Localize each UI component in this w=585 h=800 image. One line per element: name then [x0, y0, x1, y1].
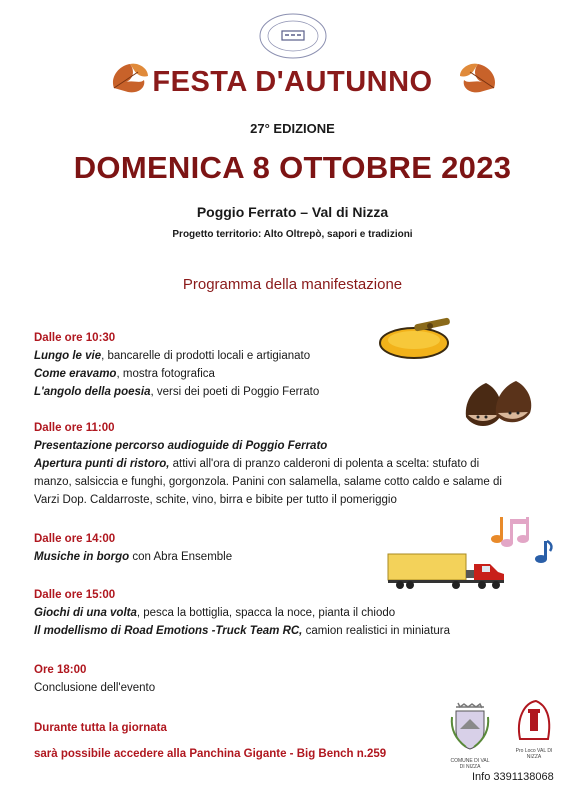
- edition-label: 27° EDIZIONE: [250, 121, 335, 136]
- project-subtitle: Progetto territorio: Alto Oltrepò, sapori e tradizioni: [172, 229, 413, 240]
- event-date: DOMENICA 8 OTTOBRE 2023: [73, 150, 512, 185]
- program-section-1800: [34, 661, 554, 697]
- event-title: FESTA D'AUTUNNO: [152, 66, 433, 98]
- association-seal: [258, 12, 328, 60]
- program-line: Presentazione percorso audioguide di Poggio Ferrato: [34, 440, 328, 452]
- polenta-board-icon: [378, 313, 458, 368]
- section-time: Dalle ore 10:30: [34, 332, 116, 344]
- program-line: Giochi di una volta, pesca la bottiglia, spacca la noce, pianta il chiodo: [34, 607, 396, 619]
- section-time: Dalle ore 15:00: [34, 589, 116, 601]
- program-line: Lungo le vie, bancarelle di prodotti locali e artigianato: [34, 350, 311, 362]
- program-line: Musiche in borgo con Abra Ensemble: [34, 551, 233, 563]
- program-line: Varzi Dop. Caldarroste, schite, vino, birra e bibite per tutto il pomeriggio: [34, 494, 397, 506]
- program-line: Come eravamo, mostra fotografica: [34, 368, 215, 380]
- section-time: Dalle ore 11:00: [34, 422, 115, 434]
- proloco-label: Pro Loco VAL DI NIZZA: [515, 748, 553, 760]
- section-time: Dalle ore 14:00: [34, 533, 116, 545]
- truck-icon: [386, 550, 510, 597]
- info-phone: Info 3391138068: [472, 771, 554, 783]
- big-bench-note: sarà possibile accedere alla Panchina Gigante - Big Bench n.259: [34, 748, 387, 760]
- event-place: Poggio Ferrato – Val di Nizza: [196, 204, 389, 220]
- program-line: Conclusione dell'evento: [34, 682, 156, 694]
- all-day-heading: Durante tutta la giornata: [34, 722, 167, 734]
- comune-label: COMUNE DI VAL DI NIZZA: [450, 758, 490, 770]
- proloco-logo-icon: [514, 699, 554, 760]
- program-line: Apertura punti di ristoro, attivi all'ora di pranzo calderoni di polenta a scelta: stufato di: [34, 458, 480, 470]
- section-time: Ore 18:00: [34, 664, 87, 676]
- program-line: L'angolo della poesia, versi dei poeti di Poggio Ferrato: [34, 386, 320, 398]
- program-line: manzo, salsiccia e funghi, gorgonzola. Panini con salamella, salame cotto caldo e salame di: [34, 476, 502, 488]
- program-heading: Programma della manifestazione: [182, 276, 403, 293]
- comune-crest-icon: [448, 701, 492, 770]
- program-line: Il modellismo di Road Emotions -Truck Team RC, camion realistici in miniatura: [34, 625, 451, 637]
- chestnuts-icon: [462, 379, 534, 436]
